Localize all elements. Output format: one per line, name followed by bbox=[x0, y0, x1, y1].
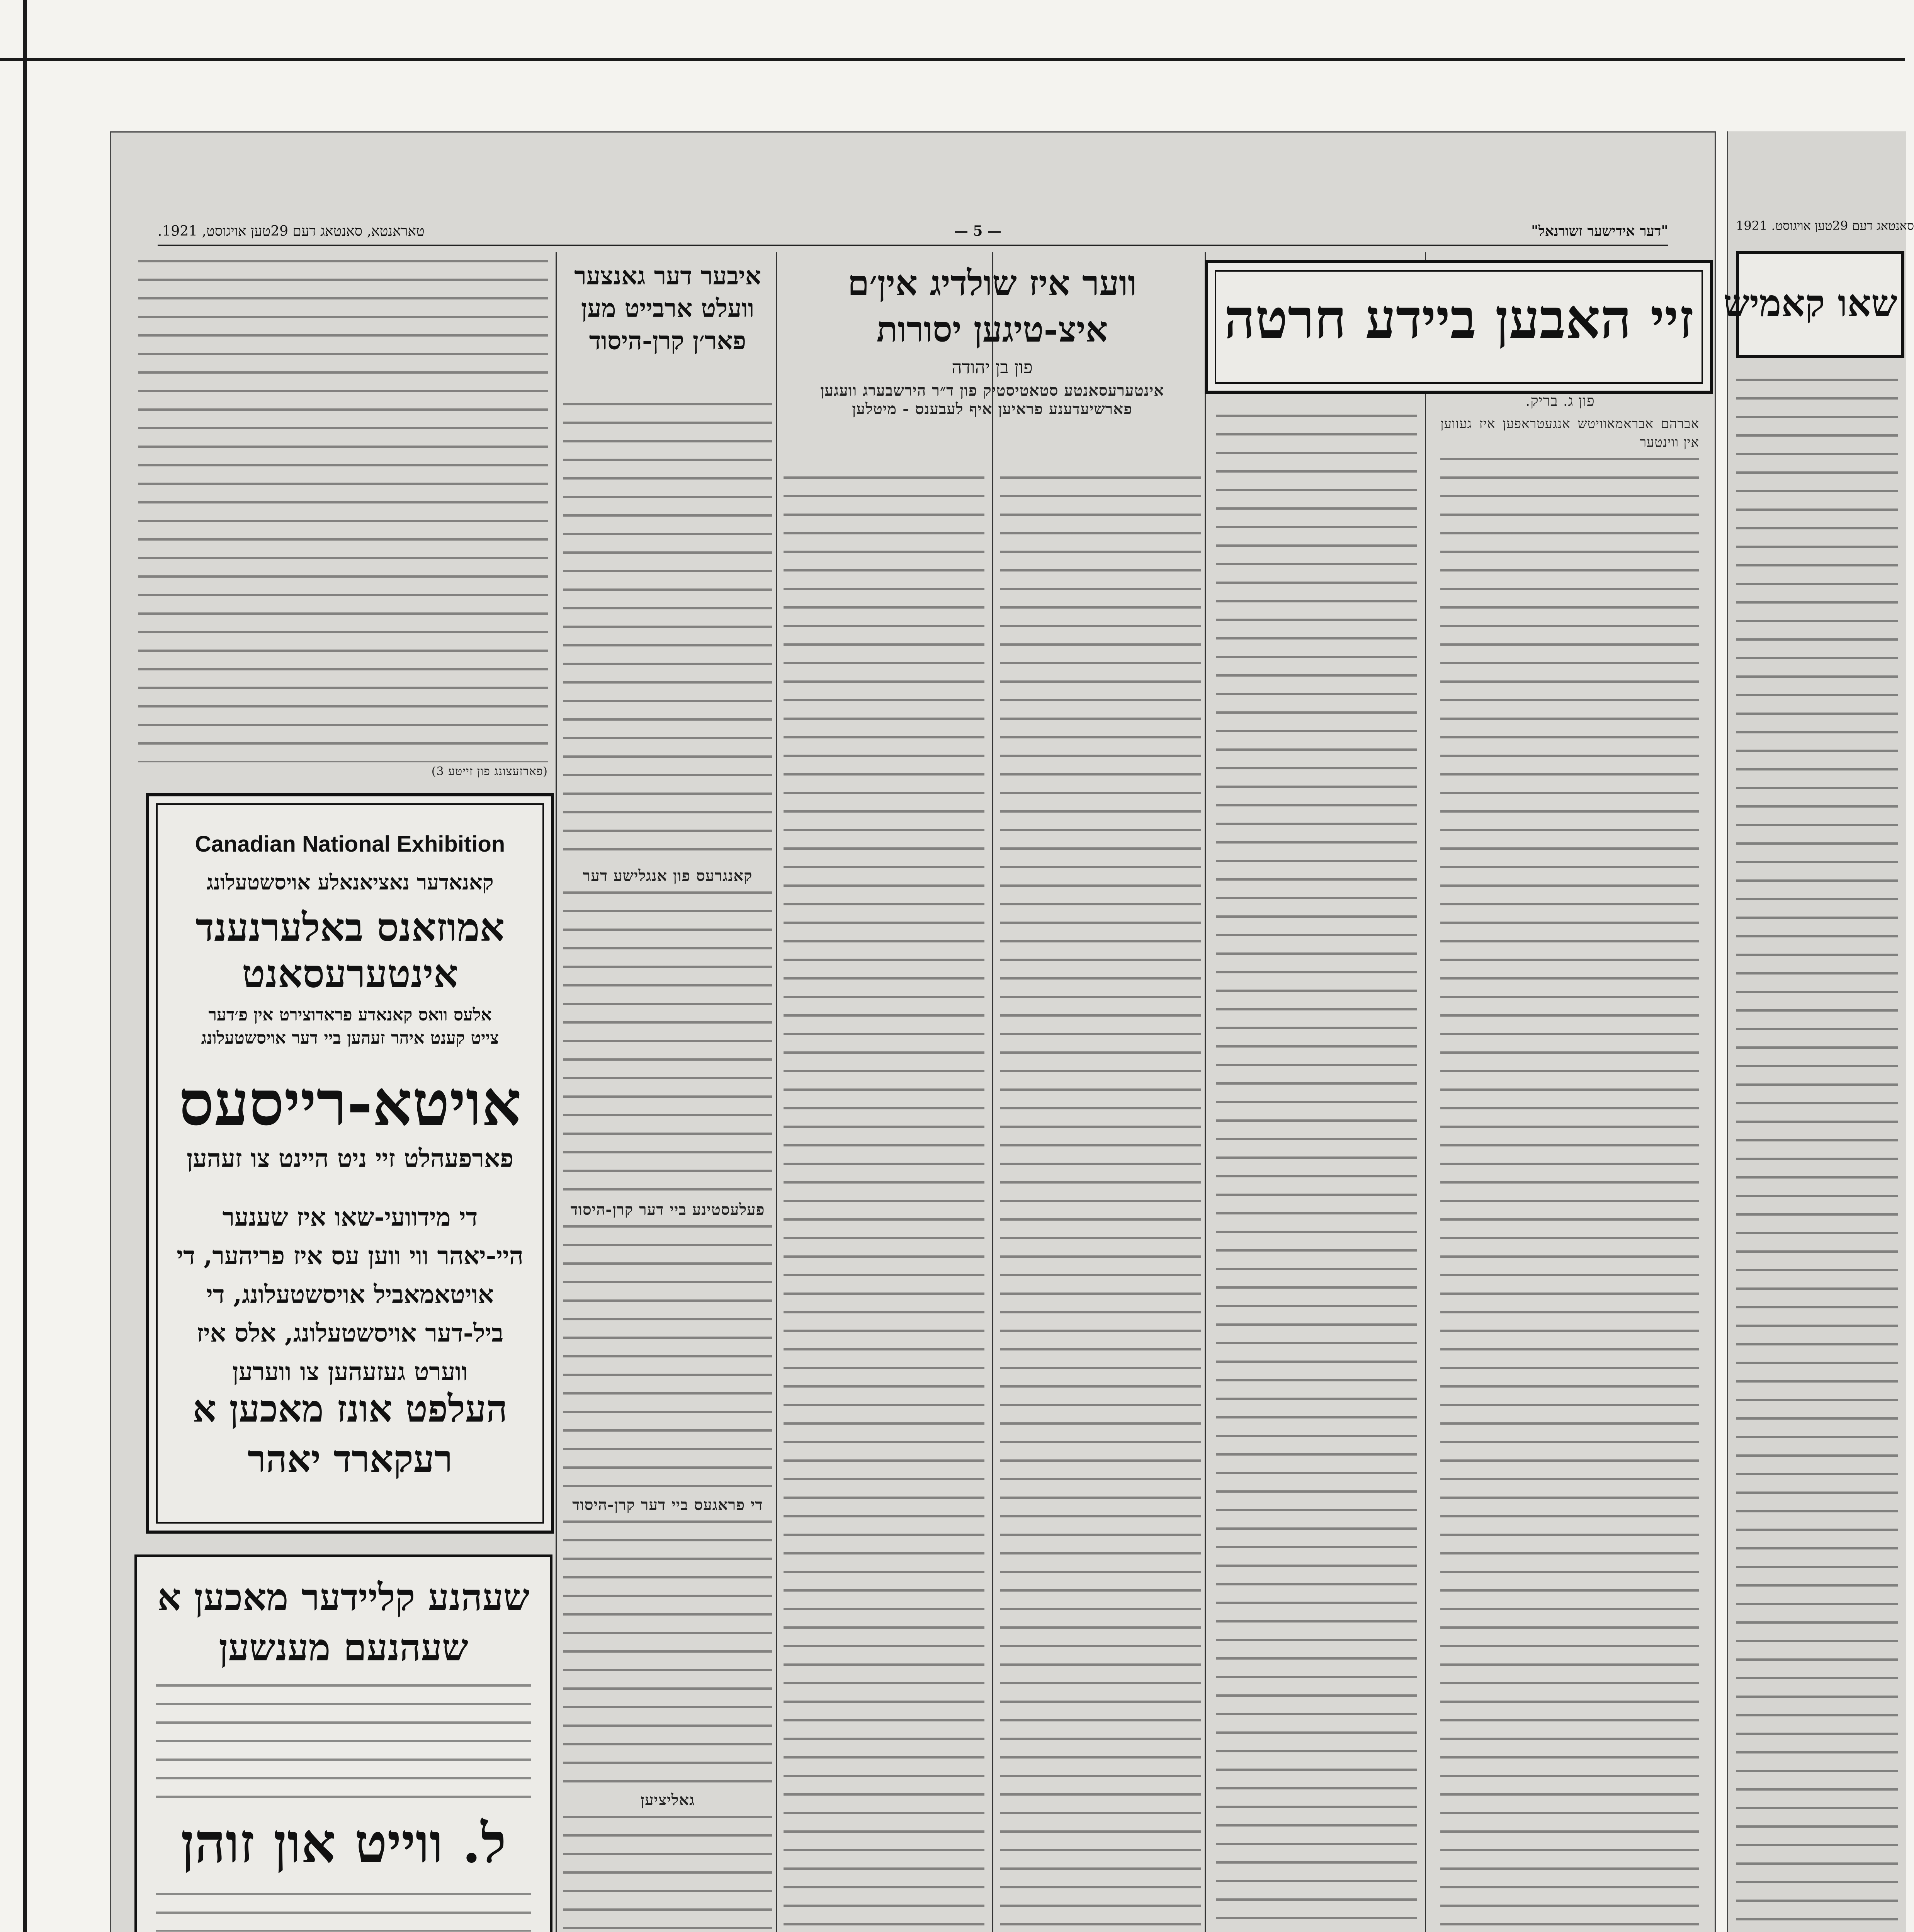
column-rule bbox=[1425, 252, 1426, 1932]
continuation-note: (פארזעצונג פון זייטע 3) bbox=[431, 765, 548, 778]
ad-line1: אמוזאנס באלערנענד bbox=[195, 905, 505, 950]
clothing-ad bbox=[134, 1554, 552, 1932]
newspaper-page bbox=[110, 131, 1716, 1932]
story-headline-box bbox=[1205, 260, 1713, 394]
next-page-edge bbox=[1723, 131, 1914, 1932]
ad-big: אויטא-רייסעס bbox=[178, 1067, 522, 1139]
story-body-col1 bbox=[1440, 415, 1699, 1932]
column-rule bbox=[776, 252, 777, 1932]
story-who-subhead: אינטערעסאנטע סטאטיסטיק פון ד״ר הירשבערג וועגען פארשיעדענע פראיען איף לעבענס - מיטלען bbox=[820, 381, 1164, 418]
next-page-text bbox=[1736, 379, 1898, 1932]
masthead-center: — 5 — bbox=[954, 223, 1001, 239]
ad-big-sub: פארפעהלט זיי ניט היינט צו זעהען bbox=[187, 1144, 513, 1173]
ad-title-en: Canadian National Exhibition bbox=[195, 832, 505, 857]
next-page-header: 1921 .סאנטאג דעם 29טען אויגוסט bbox=[1736, 218, 1914, 233]
story-who-headline: ווער איז שולדיג אין׳ם איצ-טיגען יסורות bbox=[847, 263, 1137, 350]
story-labor-headline: איבער דער גאנצער וועלט ארבייט מען פאר׳ן קרן-היסוד bbox=[574, 262, 761, 355]
ad-brand: ל. ווייט און זוהן bbox=[180, 1812, 507, 1875]
sub-item: גאליציען bbox=[640, 1791, 695, 1809]
body-text bbox=[1440, 458, 1699, 1932]
ad-line3: אלעס וואס קאנאדע פראדוצירט אין פ׳דער bbox=[208, 1005, 492, 1025]
exhibition-ad bbox=[146, 793, 554, 1534]
ad-headline: שעהנע קליידער מאכען א שעהנעם מענשען bbox=[157, 1575, 530, 1669]
story-labor-body bbox=[563, 403, 772, 1932]
story-body-col2 bbox=[1216, 415, 1417, 1932]
story-byline: פון ג. בריק. bbox=[1525, 392, 1595, 409]
masthead bbox=[158, 218, 1668, 246]
ad-footer: העלפט אונז מאכען א רעקארד יאהר bbox=[192, 1387, 508, 1481]
story-headline: זיי האבען ביידע חרטה bbox=[1224, 287, 1694, 351]
story-who-body1 bbox=[1000, 476, 1201, 1932]
story-who-head bbox=[784, 260, 1201, 425]
body-text bbox=[1216, 415, 1417, 1932]
story-who-byline: פון בן יהודה bbox=[952, 357, 1033, 378]
column-rule bbox=[1205, 252, 1206, 1932]
ad-line4: צייט קענט איהר זעהען ביי דער אויסשטעלונג bbox=[201, 1028, 499, 1048]
column-rule bbox=[556, 252, 557, 1932]
next-page-headline-box bbox=[1723, 251, 1904, 358]
next-page-headline: שאו קאמיש bbox=[1723, 281, 1897, 325]
sub-item: קאנגרעס פון אנגלישע דער bbox=[583, 867, 753, 885]
story-first-line: אברהם אבראמאוויטש אנגעטראפען איז געווען אין ווינטער bbox=[1440, 416, 1699, 450]
ad-body: די מידוועי-שאו איז שענער היי-יאהר ווי ווען עס איז פריהער, די אויטאמאביל אויסשטעלונג, די ביל-דער אויסשטעלונג, אלס איז ווערט געזעהען צו ווערען bbox=[177, 1203, 524, 1386]
scan-border-left bbox=[23, 0, 27, 1932]
ad-body bbox=[156, 1684, 531, 1800]
ad-body bbox=[156, 1893, 531, 1932]
masthead-right: "דער אידישער זשורנאל" bbox=[1531, 223, 1668, 239]
column-rule bbox=[992, 252, 993, 1932]
sub-item: פעלעסטינע ביי דער קרן-היסוד bbox=[570, 1201, 765, 1219]
ad-title-yid: קאנאדער נאציאנאלע אויסשטעלונג bbox=[206, 870, 494, 895]
ad-line2: אינטערעסאנט bbox=[242, 951, 458, 997]
story-who-body2 bbox=[784, 476, 984, 1932]
masthead-left: טאראנטא, סאנטאג דעם 29טען אויגוסט, 1921. bbox=[158, 223, 425, 239]
left-column-text bbox=[138, 260, 548, 787]
scan-border-top bbox=[0, 58, 1905, 61]
sub-item: די פראגעס ביי דער קרן-היסוד bbox=[572, 1496, 763, 1514]
story-labor-head bbox=[563, 260, 772, 357]
